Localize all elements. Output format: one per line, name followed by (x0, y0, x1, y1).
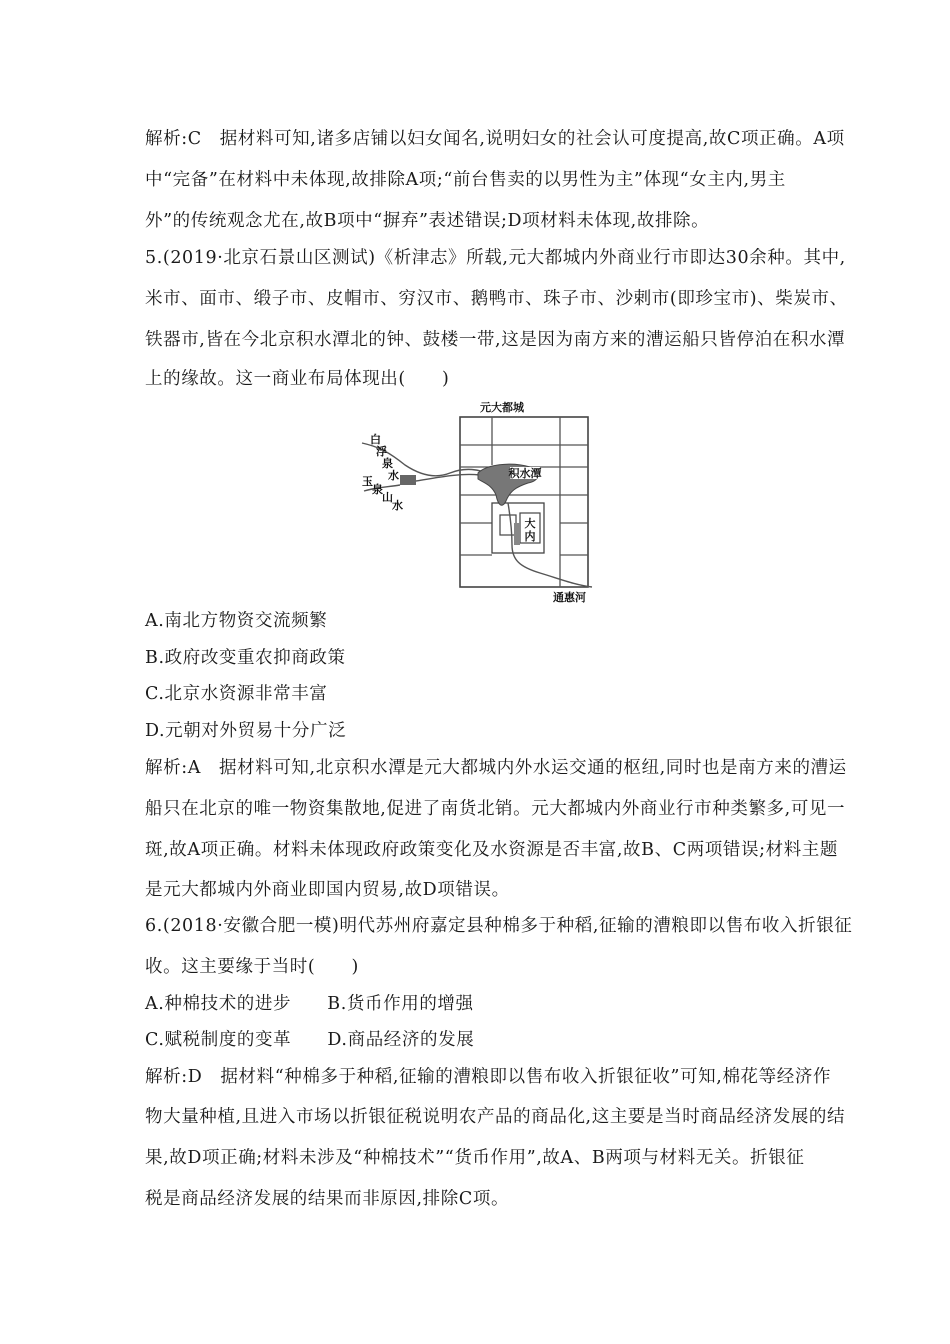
q5-explanation-line-2: 船只在北京的唯一物资集散地,促进了南货北销。元大都城内外商业行市种类繁多,可见一 (145, 799, 846, 819)
q4-explanation-line-2: 中“完备”在材料中未体现,故排除A项;“前台售卖的以男性为主”体现“女主内,男主 (145, 170, 786, 190)
reservoir (400, 475, 416, 485)
q6-explanation-line-4: 税是商品经济发展的结果而非原因,排除C项。 (145, 1189, 510, 1209)
river-link (416, 474, 480, 481)
river2-char-2: 泉 (372, 483, 383, 496)
river2-char-3: 山 (382, 491, 393, 504)
q4-explanation-line-3: 外”的传统观念尤在,故B项中“摒弃”表述错误;D项材料未体现,故排除。 (145, 211, 710, 231)
q6-stem-line-2: 收。这主要缘于当时( ) (145, 957, 359, 977)
dadu-city-map (360, 395, 600, 605)
q5-stem-line-2: 米市、面市、缎子市、皮帽市、穷汉市、鹅鸭市、珠子市、沙剌市(即珍宝市)、柴炭市、 (145, 289, 848, 309)
river2-char-4: 水 (392, 499, 403, 512)
q5-option-c: C.北京水资源非常丰富 (145, 684, 328, 704)
river1-char-4: 水 (388, 469, 399, 482)
q6-explanation-line-3: 果,故D项正确;材料未涉及“种棉技术”“货币作用”,故A、B两项与材料无关。折银征 (145, 1148, 805, 1168)
q6-options-row-1: A.种棉技术的进步 B.货币作用的增强 (145, 994, 474, 1014)
q5-option-d: D.元朝对外贸易十分广泛 (145, 721, 347, 741)
river1-char-3: 泉 (382, 457, 393, 470)
palace-pond (514, 523, 520, 545)
q5-stem-line-4: 上的缘故。这一商业布局体现出( ) (145, 369, 450, 389)
map-svg (360, 395, 600, 605)
q5-stem-line-3: 铁器市,皆在今北京积水潭北的钟、鼓楼一带,这是因为南方来的漕运船只皆停泊在积水潭 (145, 330, 846, 350)
city-wall (460, 417, 588, 587)
inner-block (500, 515, 516, 535)
palace-label-1: 大 (524, 517, 536, 530)
q6-explanation-line-1: 解析:D 据材料“种棉多于种稻,征输的漕粮即以售布收入折银征收”可知,棉花等经济作 (145, 1067, 832, 1087)
q6-explanation-line-2: 物大量种植,且进入市场以折银征税说明农产品的商品化,这主要是当时商品经济发展的结 (145, 1107, 846, 1127)
q5-option-b: B.政府改变重农抑商政策 (145, 648, 346, 668)
map-title: 元大都城 (480, 401, 524, 414)
q6-options-row-2: C.赋税制度的变革 D.商品经济的发展 (145, 1030, 475, 1050)
lake-label: 积水潭 (508, 467, 542, 480)
river1-char-1: 白 (370, 433, 381, 446)
q5-explanation-line-1: 解析:A 据材料可知,北京积水潭是元大都城内外水运交通的枢纽,同时也是南方来的漕运 (145, 758, 847, 778)
q5-option-a: A.南北方物资交流频繁 (145, 611, 328, 631)
canal-label: 通惠河 (553, 591, 586, 604)
q5-stem-line-1: 5.(2019·北京石景山区测试)《析津志》所载,元大都城内外商业行市即达30余种。其中, (145, 248, 846, 268)
q4-explanation-line-1: 解析:C 据材料可知,诸多店铺以妇女闻名,说明妇女的社会认可度提高,故C项正确。A项 (145, 129, 845, 149)
q6-stem-line-1: 6.(2018·安徽合肥一模)明代苏州府嘉定县种棉多于种稻,征输的漕粮即以售布收入折银征 (145, 916, 853, 936)
river2-char-1: 玉 (362, 475, 373, 488)
q5-explanation-line-3: 斑,故A项正确。材料未体现政府政策变化及水资源是否丰富,故B、C两项错误;材料主题 (145, 840, 839, 860)
palace-label-2: 内 (524, 530, 536, 543)
river1-char-2: 浮 (376, 445, 387, 458)
q5-explanation-line-4: 是元大都城内外商业即国内贸易,故D项错误。 (145, 880, 510, 900)
